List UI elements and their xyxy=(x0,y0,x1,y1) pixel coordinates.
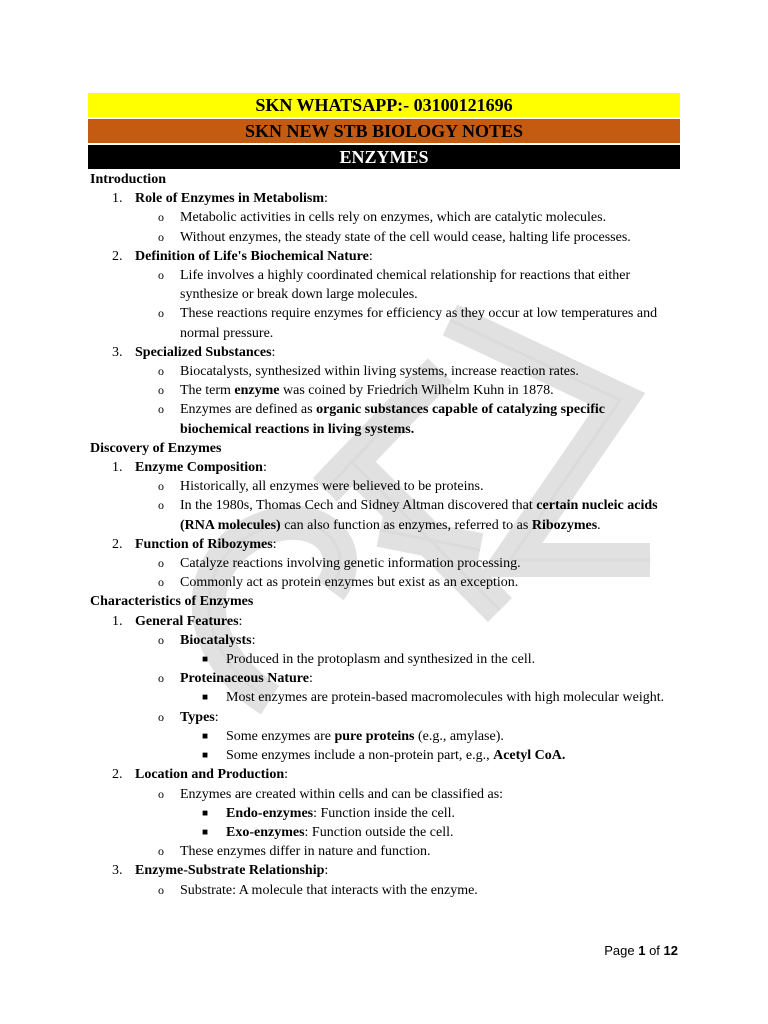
list-item: 3. Specialized Substances: xyxy=(90,343,680,362)
bullet-text: Historically, all enzymes were believed to be proteins. xyxy=(180,479,484,495)
page-footer xyxy=(604,943,678,958)
circle-bullet-icon: o xyxy=(158,402,164,417)
circle-bullet-icon: o xyxy=(158,479,164,494)
square-bullet-icon: ■ xyxy=(202,826,209,838)
list-item: o Biocatalysts: xyxy=(90,631,680,650)
bullet-text: Without enzymes, the steady state of the cell would cease, halting life processes. xyxy=(180,229,631,245)
list-item xyxy=(90,746,680,765)
circle-bullet-icon: o xyxy=(158,575,164,590)
bullet-text: can also function as enzymes, referred to as xyxy=(280,517,532,533)
list-item: o Proteinaceous Nature: xyxy=(90,669,680,688)
list-item xyxy=(90,496,680,534)
item-label: Role of Enzymes in Metabolism xyxy=(135,191,324,207)
bullet-text: These reactions require enzymes for efficiency as they occur at low temperatures and normal pressure. xyxy=(180,306,658,341)
list-item xyxy=(90,362,680,381)
circle-bullet-icon: o xyxy=(158,632,164,647)
bold-term: Acetyl CoA. xyxy=(493,748,566,764)
bullet-text: Life involves a highly coordinated chemical relationship for reactions that either synthesize or break down large molecules. xyxy=(180,268,631,303)
list-item xyxy=(90,804,680,823)
bullet-text: In the 1980s, Thomas Cech and Sidney Altman discovered that xyxy=(180,498,537,514)
item-label: Enzyme-Substrate Relationship xyxy=(135,863,325,879)
bold-term: organic substances capable of catalyzing specific biochemical reactions in living systems. xyxy=(180,402,605,437)
circle-bullet-icon: o xyxy=(158,268,164,283)
item-label: Function of Ribozymes xyxy=(135,536,273,552)
square-bullet-icon: ■ xyxy=(202,807,209,819)
list-item xyxy=(90,228,680,247)
list-number: 3. xyxy=(112,344,123,360)
square-bullet-icon: ■ xyxy=(202,750,209,762)
page-number: 1 xyxy=(638,943,646,958)
circle-bullet-icon: o xyxy=(158,210,164,225)
sub-label: Types xyxy=(180,709,215,725)
bullet-text: was coined by Friedrich Wilhelm Kuhn in 1878. xyxy=(279,383,554,399)
list-number: 2. xyxy=(112,248,123,264)
list-item xyxy=(90,208,680,227)
list-item xyxy=(90,727,680,746)
list-number: 2. xyxy=(112,536,123,552)
item-label: Specialized Substances xyxy=(135,344,272,360)
list-item: 3. Enzyme-Substrate Relationship: xyxy=(90,861,680,880)
list-item xyxy=(90,477,680,496)
section-heading-characteristics: Characteristics of Enzymes xyxy=(90,594,254,610)
circle-bullet-icon: o xyxy=(158,709,164,724)
circle-bullet-icon: o xyxy=(158,498,164,513)
bold-term: Exo-enzymes xyxy=(226,824,305,840)
section-heading-discovery: Discovery of Enzymes xyxy=(90,440,222,456)
circle-bullet-icon: o xyxy=(158,364,164,379)
circle-bullet-icon: o xyxy=(158,306,164,321)
circle-bullet-icon: o xyxy=(158,882,164,897)
circle-bullet-icon: o xyxy=(158,383,164,398)
bullet-text: Enzymes are created within cells and can be classified as: xyxy=(180,786,504,802)
list-number: 1. xyxy=(112,191,123,207)
notes-title-banner: SKN NEW STB BIOLOGY NOTES xyxy=(88,119,680,143)
document-body xyxy=(90,170,680,900)
list-number: 1. xyxy=(112,613,123,629)
circle-bullet-icon: o xyxy=(158,556,164,571)
section-heading-introduction: Introduction xyxy=(90,172,166,187)
bold-term: Ribozymes xyxy=(531,517,598,533)
list-item xyxy=(90,823,680,842)
bold-term: enzyme xyxy=(234,383,280,399)
bullet-text: Metabolic activities in cells rely on enzymes, which are catalytic molecules. xyxy=(180,210,607,226)
list-item xyxy=(90,785,680,804)
bullet-text: Enzymes are defined as xyxy=(180,402,317,418)
circle-bullet-icon: o xyxy=(158,786,164,801)
whatsapp-banner: SKN WHATSAPP:- 03100121696 xyxy=(88,93,680,117)
square-bullet-icon: ■ xyxy=(202,692,209,704)
bold-term: Endo-enzymes xyxy=(226,805,314,821)
bullet-text: : Function inside the cell. xyxy=(313,805,456,821)
page-word: Page xyxy=(604,943,635,958)
square-bullet-icon: ■ xyxy=(202,654,209,666)
list-item xyxy=(90,688,680,707)
list-item: o Types: xyxy=(90,708,680,727)
list-item: 1. General Features: xyxy=(90,612,680,631)
item-label: Definition of Life's Biochemical Nature xyxy=(135,248,369,264)
item-label: General Features xyxy=(135,613,239,629)
item-label: Enzyme Composition xyxy=(135,460,263,476)
sub-label: Proteinaceous Nature xyxy=(180,671,309,687)
list-item xyxy=(90,266,680,304)
list-item xyxy=(90,381,680,400)
list-item xyxy=(90,400,680,438)
bullet-text: Commonly act as protein enzymes but exist as an exception. xyxy=(180,575,519,591)
list-number: 3. xyxy=(112,863,123,879)
list-item xyxy=(90,881,680,900)
list-item: 1. Enzyme Composition: xyxy=(90,458,680,477)
list-number: 2. xyxy=(112,767,123,783)
list-item: 2. Function of Ribozymes: xyxy=(90,535,680,554)
square-bullet-icon: ■ xyxy=(202,730,209,742)
bullet-text: Substrate: A molecule that interacts with the enzyme. xyxy=(180,882,478,898)
of-word: of xyxy=(649,943,660,958)
list-item xyxy=(90,304,680,342)
list-item: 2. Definition of Life's Biochemical Nature: xyxy=(90,247,680,266)
circle-bullet-icon: o xyxy=(158,229,164,244)
list-item: 2. Location and Production: xyxy=(90,765,680,784)
bullet-text: The term xyxy=(180,383,235,399)
bullet-text: Biocatalysts, synthesized within living systems, increase reaction rates. xyxy=(180,364,579,380)
bold-term: certain nucleic acids (RNA molecules) xyxy=(180,498,658,533)
circle-bullet-icon: o xyxy=(158,671,164,686)
sub-label: Biocatalysts xyxy=(180,632,252,648)
list-item: 1. Role of Enzymes in Metabolism: xyxy=(90,189,680,208)
chapter-title-banner: ENZYMES xyxy=(88,145,680,169)
bullet-text: Catalyze reactions involving genetic information processing. xyxy=(180,556,521,572)
page-total: 12 xyxy=(663,943,678,958)
bullet-text: . xyxy=(597,517,601,533)
bullet-text: These enzymes differ in nature and function. xyxy=(180,844,431,860)
bullet-text: : Function outside the cell. xyxy=(304,824,454,840)
list-item xyxy=(90,573,680,592)
bullet-text: (e.g., amylase). xyxy=(414,728,504,744)
list-number: 1. xyxy=(112,460,123,476)
list-item xyxy=(90,650,680,669)
list-item xyxy=(90,554,680,573)
item-label: Location and Production xyxy=(135,767,285,783)
circle-bullet-icon: o xyxy=(158,844,164,859)
bullet-text: Some enzymes are xyxy=(226,728,335,744)
bold-term: pure proteins xyxy=(334,728,415,744)
bullet-text: Most enzymes are protein-based macromolecules with high molecular weight. xyxy=(226,690,665,706)
list-item xyxy=(90,842,680,861)
bullet-text: Some enzymes include a non-protein part, e.g., xyxy=(226,748,494,764)
bullet-text: Produced in the protoplasm and synthesized in the cell. xyxy=(226,652,536,668)
